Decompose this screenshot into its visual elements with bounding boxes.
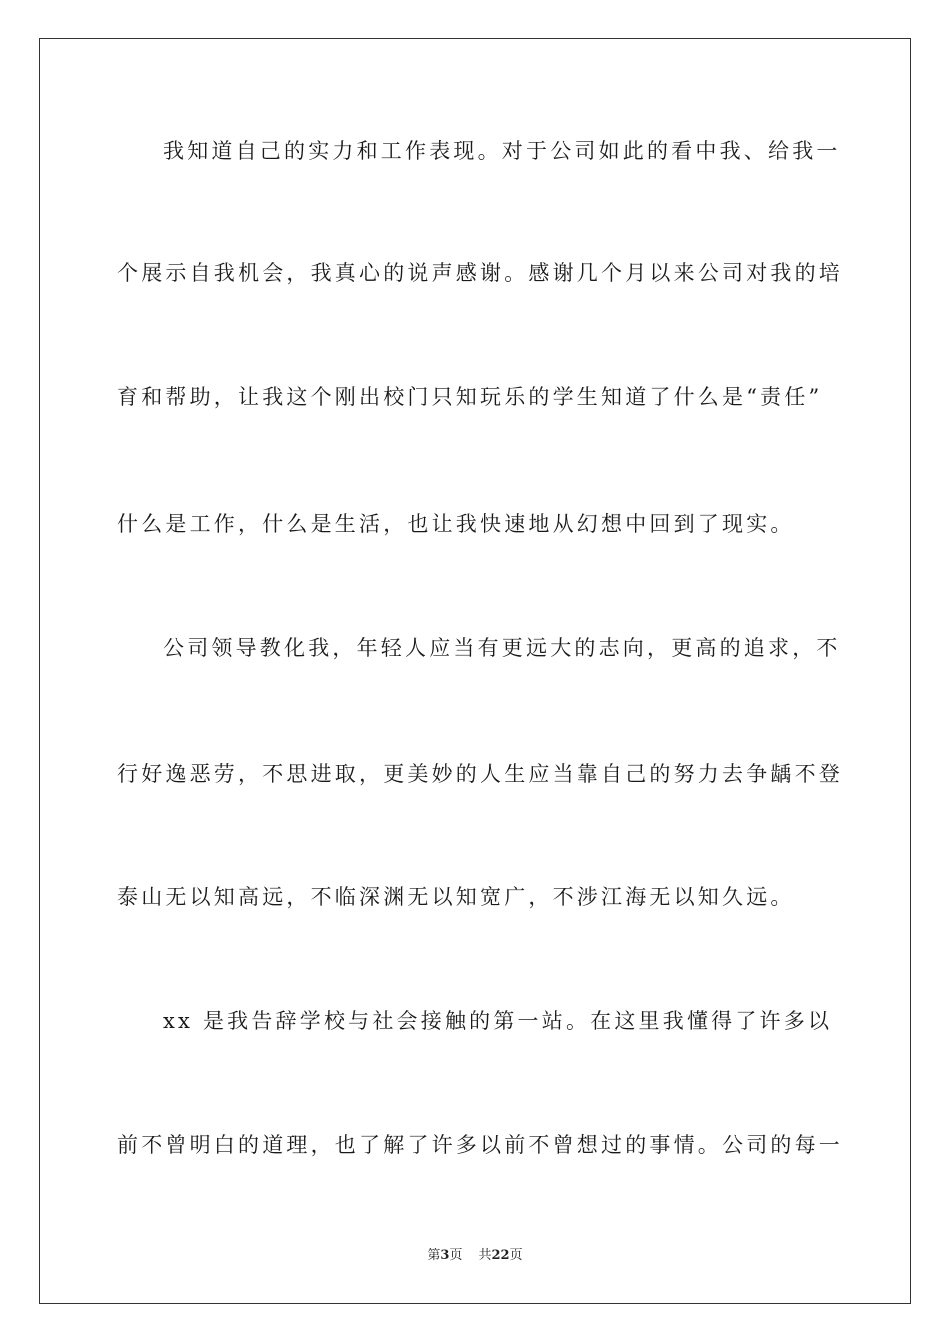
text-line: 公司领导教化我，年轻人应当有更远大的志向，更高的追求，不 <box>163 636 841 660</box>
page-suffix: 页 <box>449 1248 463 1263</box>
text-line: 个展示自我机会，我真心的说声感谢。感谢几个月以来公司对我的培 <box>117 261 843 285</box>
total-suffix: 页 <box>509 1248 523 1263</box>
page-prefix: 第 <box>427 1248 441 1263</box>
text-line: 泰山无以知高远，不临深渊无以知宽广，不涉江海无以知久远。 <box>117 885 795 909</box>
text-line: 前不曾明白的道理，也了解了许多以前不曾想过的事情。公司的每一 <box>117 1133 843 1157</box>
text-line: xx 是我告辞学校与社会接触的第一站。在这里我懂得了许多以 <box>163 1009 833 1033</box>
page-border <box>39 38 911 1304</box>
text-line: 育和帮助，让我这个刚出校门只知玩乐的学生知道了什么是“责任” <box>117 385 823 409</box>
text-line: 什么是工作，什么是生活，也让我快速地从幻想中回到了现实。 <box>117 512 795 536</box>
total-prefix: 共 <box>478 1248 492 1263</box>
text-line: 行好逸恶劳，不思进取，更美妙的人生应当靠自己的努力去争龋不登 <box>117 762 843 786</box>
total-pages: 22 <box>491 1248 510 1263</box>
page-footer <box>0 1247 950 1265</box>
page-number: 3 <box>440 1248 450 1263</box>
text-line: 我知道自己的实力和工作表现。对于公司如此的看中我、给我一 <box>163 139 841 163</box>
